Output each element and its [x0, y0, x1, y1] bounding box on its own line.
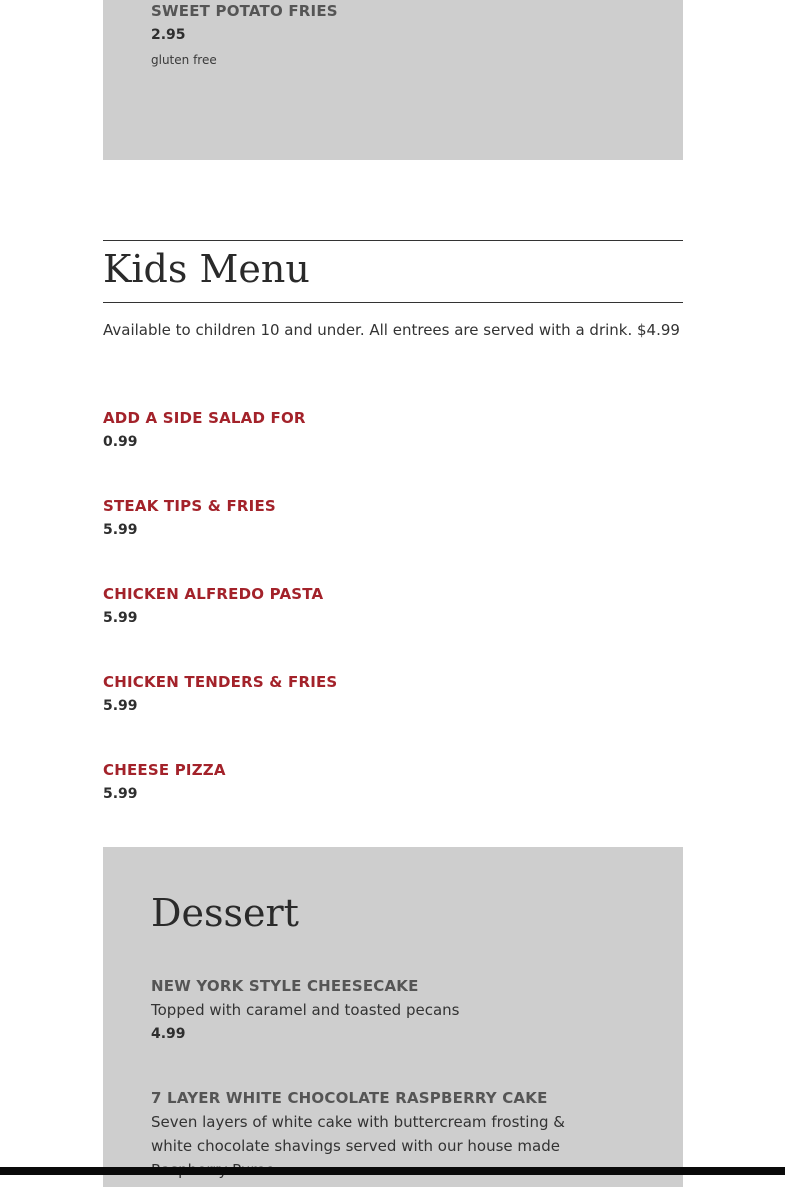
kids-item-price: 5.99	[103, 698, 138, 714]
dessert-item-description: Topped with caramel and toasted pecans	[151, 1001, 460, 1019]
sides-item-price: 2.95	[151, 27, 186, 43]
kids-item-price: 5.99	[103, 522, 138, 538]
dessert-item-name: NEW YORK STYLE CHEESECAKE	[151, 977, 419, 995]
kids-menu-title: Kids Menu	[103, 247, 310, 291]
bottom-edge-bar	[0, 1167, 785, 1175]
kids-menu-top-rule	[103, 240, 683, 241]
dessert-title: Dessert	[151, 891, 299, 935]
kids-menu-bottom-rule	[103, 302, 683, 303]
kids-item-name: CHICKEN TENDERS & FRIES	[103, 673, 338, 691]
kids-item-name: ADD A SIDE SALAD FOR	[103, 409, 306, 427]
dessert-item-price: 4.99	[151, 1026, 186, 1042]
kids-item-price: 5.99	[103, 610, 138, 626]
sides-item-tag: gluten free	[151, 53, 217, 67]
dessert-item-name: 7 LAYER WHITE CHOCOLATE RASPBERRY CAKE	[151, 1089, 548, 1107]
kids-item-price: 5.99	[103, 786, 138, 802]
kids-item-name: CHEESE PIZZA	[103, 761, 226, 779]
sides-panel	[103, 0, 683, 160]
kids-item-price: 0.99	[103, 434, 138, 450]
sides-item-name: SWEET POTATO FRIES	[151, 2, 338, 20]
kids-menu-intro: Available to children 10 and under. All entrees are served with a drink. $4.99	[103, 321, 680, 339]
dessert-item-description: Seven layers of white cake with buttercream frosting & white chocolate shavings served with our house made	[151, 1113, 565, 1155]
kids-item-name: STEAK TIPS & FRIES	[103, 497, 276, 515]
kids-item-name: CHICKEN ALFREDO PASTA	[103, 585, 324, 603]
